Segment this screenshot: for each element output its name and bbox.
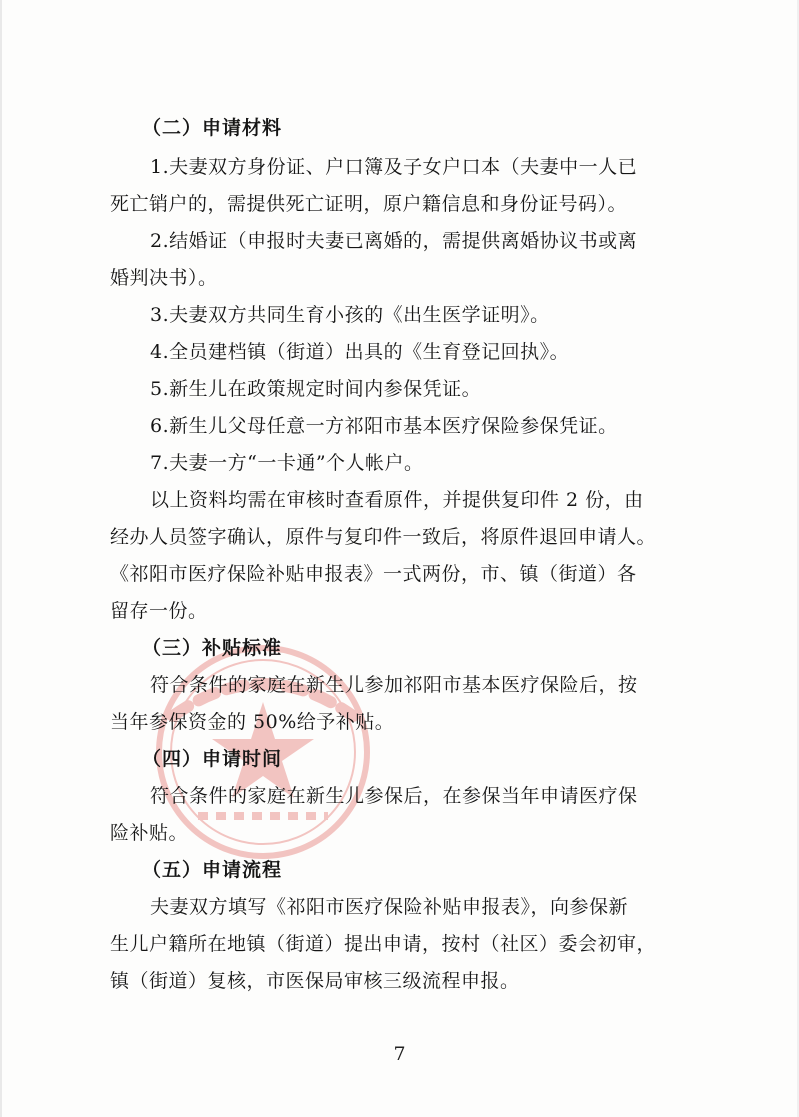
paragraph (110, 297, 695, 334)
paragraph (110, 667, 695, 741)
section-heading: （三）补贴标准 (142, 637, 283, 659)
paragraph (110, 223, 695, 297)
text-line: 险补贴。 (110, 822, 189, 844)
text-line: 夫妻双方填写《祁阳市医疗保险补贴申报表》，向参保新 (150, 896, 629, 918)
text-line: 6.新生儿父母任意一方祁阳市基本医疗保险参保凭证。 (150, 415, 618, 437)
text-line: 镇（街道）复核，市医保局审核三级流程申报。 (110, 970, 520, 992)
text-line: 经办人员签字确认，原件与复印件一致后，将原件退回申请人。 (110, 526, 657, 548)
text-line: 5.新生儿在政策规定时间内参保凭证。 (150, 378, 482, 400)
paragraph (110, 778, 695, 852)
text-line: 生儿户籍所在地镇（街道）提出申请，按村（社区）委会初审， (110, 933, 657, 955)
page-number: 7 (393, 1043, 406, 1065)
paragraph (110, 334, 695, 371)
text-line: 符合条件的家庭在新生儿参加祁阳市基本医疗保险后，按 (150, 674, 638, 696)
text-line: 7.夫妻一方“一卡通”个人帐户。 (150, 452, 424, 474)
paragraph (110, 889, 695, 1000)
paragraph (110, 408, 695, 445)
text-line: 符合条件的家庭在新生儿参保后，在参保当年申请医疗保 (150, 785, 638, 807)
text-line: 留存一份。 (110, 600, 208, 622)
document-body (110, 110, 695, 1000)
section-heading: （五）申请流程 (142, 859, 283, 881)
text-line: 3.夫妻双方共同生育小孩的《出生医学证明》。 (150, 304, 550, 326)
text-line: 以上资料均需在审核时查看原件，并提供复印件 2 份，由 (150, 489, 644, 511)
text-line: 婚判决书）。 (110, 267, 218, 289)
section-application-materials (110, 110, 695, 630)
section-heading: （四）申请时间 (142, 748, 283, 770)
text-line: 1.夫妻双方身份证、户口簿及子女户口本（夫妻中一人已 (150, 156, 638, 178)
text-line: 4.全员建档镇（街道）出具的《生育登记回执》。 (150, 341, 570, 363)
paragraph (110, 371, 695, 408)
text-line: 《祁阳市医疗保险补贴申报表》一式两份，市、镇（街道）各 (110, 563, 637, 585)
section-application-process (110, 852, 695, 1000)
text-line: 当年参保资金的 50%给予补贴。 (110, 711, 395, 733)
section-heading: （二）申请材料 (142, 117, 283, 139)
paragraph (110, 482, 695, 630)
paragraph (110, 445, 695, 482)
section-application-time (110, 741, 695, 852)
section-subsidy-standard (110, 630, 695, 741)
text-line: 死亡销户的，需提供死亡证明，原户籍信息和身份证号码）。 (110, 193, 628, 215)
paragraph (110, 149, 695, 223)
text-line: 2.结婚证（申报时夫妻已离婚的，需提供离婚协议书或离 (150, 230, 638, 252)
